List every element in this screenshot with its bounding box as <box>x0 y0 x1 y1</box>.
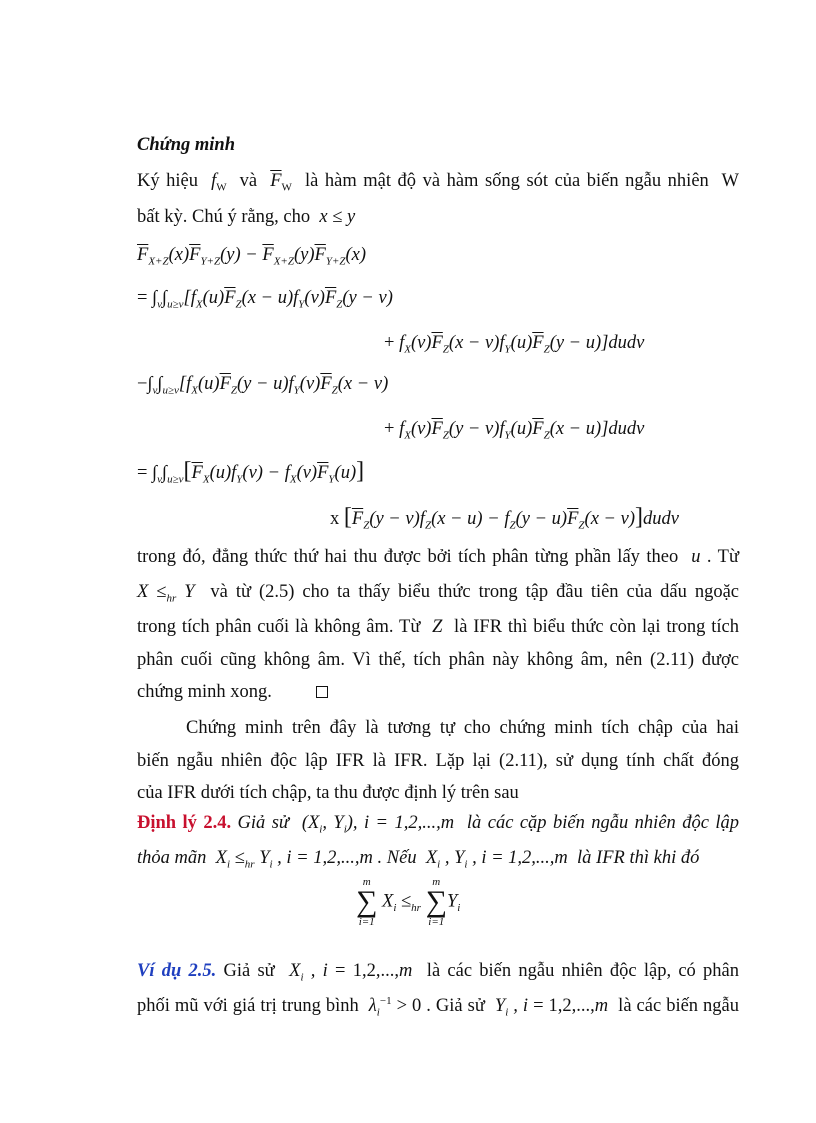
equation-line-2: = $\int_v\int_{u\ge v}[f_X(u)\overline{F}_Z(x - u)f_Y(v)\overline{F}_Z(y - v)$ <box>137 288 393 311</box>
equation-line-4: $-\int_v\int_{u\ge v}[f_X(u)\overline{F}_Z(y - u)f_Y(v)\overline{F}_Z(x - v)$ <box>137 374 389 397</box>
equation-line-7: x [$\overline{F}_Z(y - v)f_Z(x - u) - f_Z(y - u)\overline{F}_Z(x$ − v)]dudv <box>330 504 679 532</box>
example-label: Ví dụ 2.5. <box>137 961 217 981</box>
theorem-formula: m ∑ i=1 $X_i \le_{hr}$ m ∑ $i=1Y_i$ <box>356 876 461 928</box>
equation-line-6: = $\int_v\int_{u\ge v}[\overline{F}_X(u)f_Y(v) - f_X(v)\overline{F}_Y(u)]$ <box>137 458 365 486</box>
theorem-label: Định lý 2.4. <box>137 813 232 833</box>
text-line-p4: phân cuối cũng không âm. Vì thế, tích phân này không âm, nên (2.11) được <box>137 650 739 670</box>
text-line-1: Ký hiệu $f_W$ và $\overline{F}_W$ là hàm mật độ và hàm sống sót của biến ngẫu nhiên W <box>137 171 739 194</box>
equation-line-5: + $f_X(v)\overline{F}_Z(y - v)f_Y(u)\overline{F}_Z(x$ − u)]dudv <box>384 419 645 442</box>
text-line-p3: trong tích phân cuối là không âm. Từ Z là IFR thì biểu thức còn lại trong tích <box>137 617 739 637</box>
theorem-line-1: Định lý 2.4. Giả sử ($X_i$, $Y_i$), i = 1,2,...,m là các cặp biến ngẫu nhiên độc lập <box>137 813 739 836</box>
example-line-1: Ví dụ 2.5. Giả sử $X_i$ , i = 1,2,...,m là các biến ngẫu nhiên độc lập, có phân <box>137 961 739 984</box>
equation-line-1: $\overline{F}_{X+Z}(x)\overline{F}_{Y+Z}(y) - \overline{F}_{X+Z}(y)\overline{F}_{Y+Z}(x)$ <box>137 245 367 268</box>
text-line-2: bất kỳ. Chú ý rằng, cho x ≤ y <box>137 207 356 227</box>
text-line-q1: Chứng minh trên đây là tương tự cho chứng minh tích chập của hai <box>186 718 739 738</box>
text-line-q2: biến ngẫu nhiên độc lập IFR là IFR. Lặp lại (2.11), sử dụng tính chất đóng <box>137 751 739 771</box>
qed-square-icon <box>316 686 328 698</box>
text-line-q3: của IFR dưới tích chập, ta thu được định lý trên sau <box>137 783 519 803</box>
equation-line-3: + $f_X(v)\overline{F}_Z(x - v)f_Y(u)\overline{F}_Z(y$ − u)]dudv <box>384 333 645 356</box>
text-line-p1: trong đó, đẳng thức thứ hai thu được bởi tích phân từng phần lấy theo u . Từ <box>137 547 739 567</box>
text-line-p2: $X \le_{hr}$ Y và từ (2.5) cho ta thấy biểu thức trong tập đầu tiên của dấu ngoặc <box>137 582 739 605</box>
example-line-2: phối mũ với giá trị trung bình $\lambda_i^{-1} > 0$ . Giả sử $Y_i$ , i = 1,2,...,m là các biến ngẫu <box>137 994 740 1019</box>
text-line-p5: chứng minh xong. <box>137 680 328 704</box>
proof-heading: Chứng minh <box>137 135 235 155</box>
theorem-line-2: thỏa mãn $X_i \le_{hr}$ $Y_i$ , i = 1,2,...,m . Nếu $X_i$ , $Y_i$ , i = 1,2,...,m là IFR thì khi đó <box>137 848 700 871</box>
